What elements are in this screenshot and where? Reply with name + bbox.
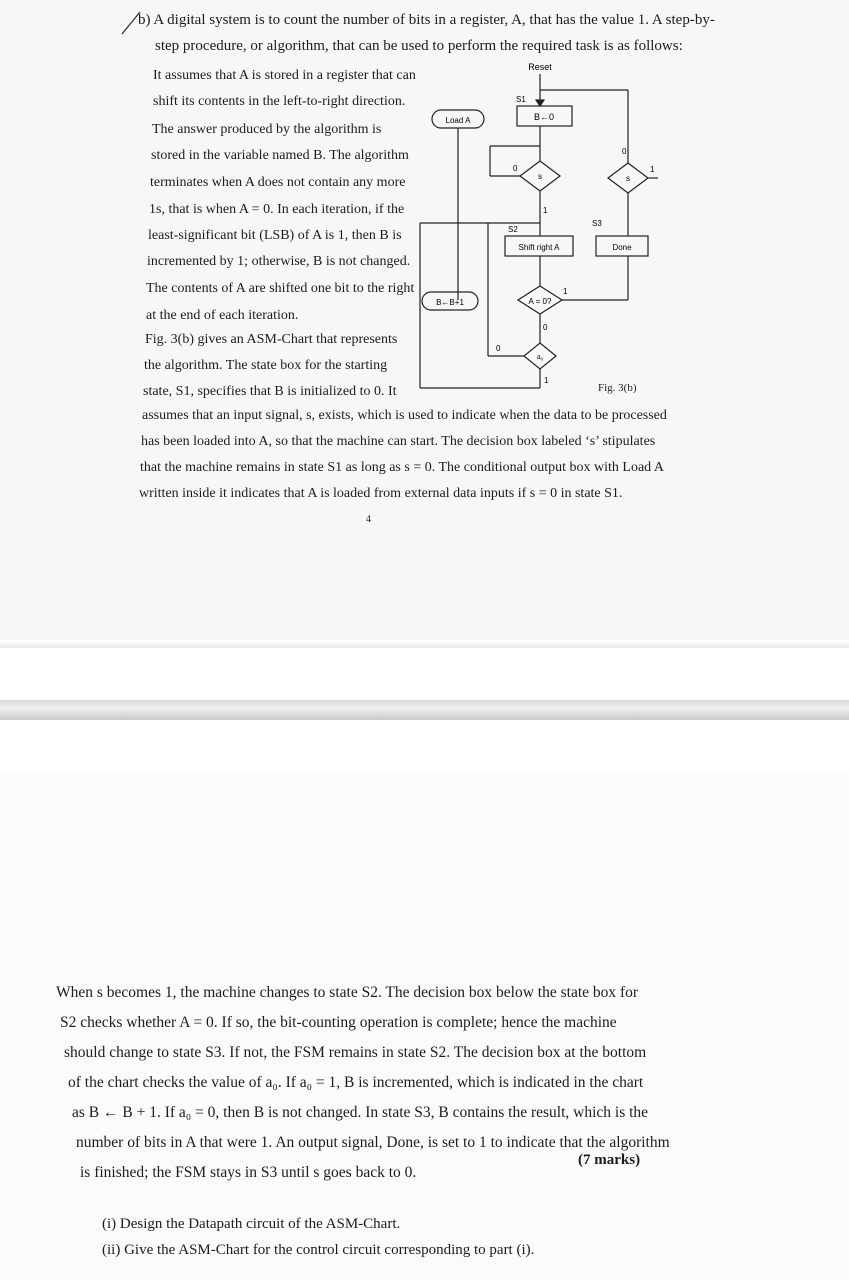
- body-line: should change to state S3. If not, the FSM remains in state S2. The decision box at the bottom: [64, 1044, 647, 1061]
- document-page-2: [0, 772, 849, 1280]
- b-init-label: B←0: [533, 112, 555, 122]
- s1-one-label: 1: [543, 206, 548, 215]
- left-col-line: least-significant bit (LSB) of A is 1, then B is: [148, 228, 402, 243]
- a0-label: a₀: [536, 352, 544, 361]
- body-line: When s becomes 1, the machine changes to state S2. The decision box below the state box for: [56, 984, 639, 1001]
- body-line: S2 checks whether A = 0. If so, the bit-counting operation is complete; hence the machine: [60, 1014, 617, 1031]
- s3-one-label: 1: [650, 165, 655, 174]
- s2-label: S2: [508, 225, 518, 234]
- left-col-line: stored in the variable named B. The algorithm: [151, 148, 409, 163]
- a0-zero-label: 0: [496, 344, 501, 353]
- body-line: number of bits in A that were 1. An output signal, Done, is set to 1 to indicate that the algorithm: [76, 1134, 670, 1151]
- intro-line-2: step procedure, or algorithm, that can be used to perform the required task is as follows:: [155, 38, 683, 54]
- a-zero-zero-label: 0: [543, 323, 548, 332]
- bottom-line: that the machine remains in state S1 as long as s = 0. The conditional output box with Load A: [140, 460, 664, 475]
- shift-a-label: Shift right A: [518, 243, 560, 252]
- a-zero-label: A = 0?: [528, 297, 552, 306]
- left-col-line: It assumes that A is stored in a register that can: [153, 68, 416, 83]
- s3-zero-label: 0: [622, 147, 627, 156]
- s1-label: S1: [516, 95, 526, 104]
- asm-chart-figure: [400, 58, 670, 398]
- left-col-line: 1s, that is when A = 0. In each iteration, if the: [149, 202, 405, 217]
- bottom-line: written inside it indicates that A is loaded from external data inputs if s = 0 in state S1.: [139, 486, 623, 501]
- a0-one-label: 1: [544, 376, 549, 385]
- left-col-line: incremented by 1; otherwise, B is not changed.: [147, 254, 411, 269]
- bottom-line: has been loaded into A, so that the machine can start. The decision box labeled ‘s’ stipulates: [141, 434, 656, 449]
- body-line: is finished; the FSM stays in S3 until s goes back to 0.: [80, 1164, 417, 1181]
- left-col-line: at the end of each iteration.: [146, 308, 299, 323]
- question-ii: (ii) Give the ASM-Chart for the control circuit corresponding to part (i).: [102, 1242, 535, 1258]
- a-zero-one-label: 1: [563, 287, 568, 296]
- marks-label: (7 marks): [578, 1152, 641, 1168]
- s-decision-label: s: [538, 172, 542, 181]
- left-col-line: state, S1, specifies that B is initialized to 0. It: [143, 384, 397, 399]
- left-col-line: shift its contents in the left-to-right direction.: [153, 94, 406, 109]
- reset-arrowhead: [536, 100, 544, 106]
- bottom-line: assumes that an input signal, s, exists, which is used to indicate when the data to be processed: [142, 408, 667, 423]
- left-col-line: The answer produced by the algorithm is: [152, 122, 382, 137]
- s-decision-3-label: s: [626, 174, 630, 183]
- s0-label: 0: [513, 164, 518, 173]
- body-line: of the chart checks the value of a₀. If a₀ = 1, B is incremented, which is indicated in the chart: [68, 1074, 644, 1091]
- reset-label: Reset: [528, 62, 552, 72]
- done-label: Done: [612, 243, 632, 252]
- left-col-line: The contents of A are shifted one bit to the right: [146, 281, 415, 296]
- intro-line-1: b) A digital system is to count the number of bits in a register, A, that has the value 1. A step-by-: [138, 12, 715, 28]
- load-a-label: Load A: [445, 116, 471, 125]
- figure-caption: Fig. 3(b): [598, 382, 637, 394]
- left-col-line: terminates when A does not contain any more: [150, 175, 406, 190]
- page-separator: [0, 700, 849, 720]
- b-inc-label: B←B+1: [436, 298, 464, 307]
- s3-label: S3: [592, 219, 602, 228]
- question-i: (i) Design the Datapath circuit of the ASM-Chart.: [102, 1216, 401, 1232]
- page-edge: [0, 640, 849, 648]
- left-col-line: Fig. 3(b) gives an ASM-Chart that represents: [145, 332, 398, 347]
- left-col-line: the algorithm. The state box for the starting: [144, 358, 388, 373]
- body-line: as B ← B + 1. If a₀ = 0, then B is not changed. In state S3, B contains the result, which is the: [72, 1104, 649, 1121]
- page-number: 4: [366, 514, 371, 525]
